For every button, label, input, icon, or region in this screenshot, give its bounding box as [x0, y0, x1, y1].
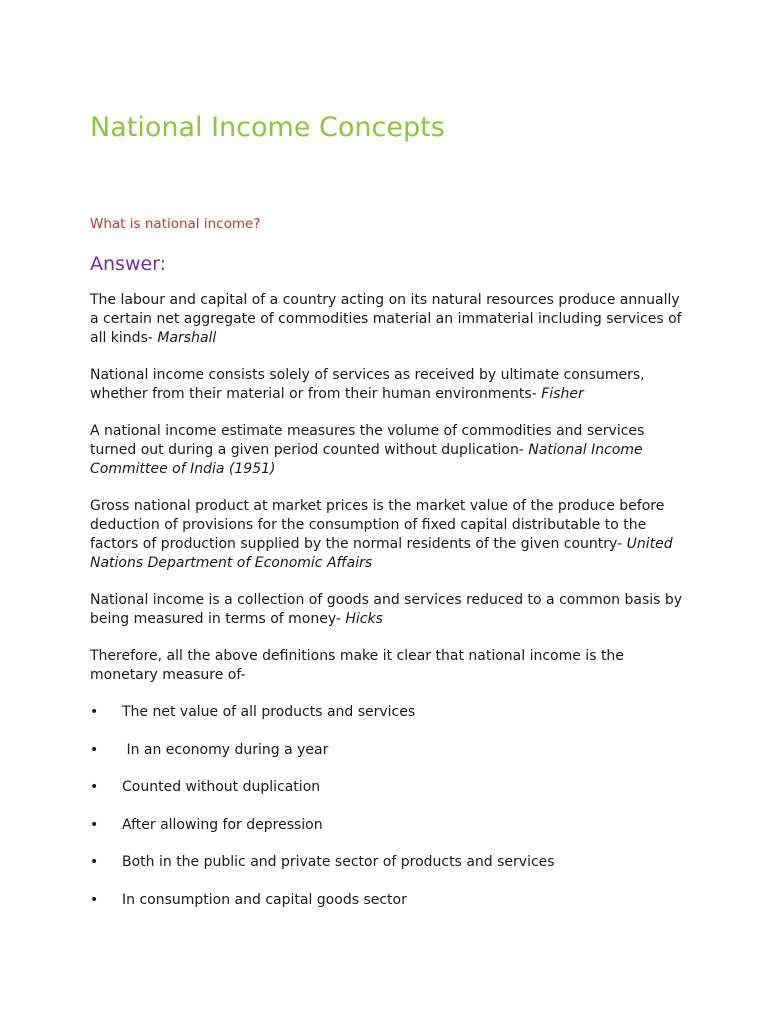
definition-paragraph	[90, 366, 688, 404]
list-item	[90, 778, 688, 797]
definition-text: The labour and capital of a country acting on its natural resources produce annually a certain net aggregate of commodities material an immaterial including services of all kinds-	[90, 292, 682, 346]
list-item	[90, 816, 688, 835]
bullet-icon: •	[90, 779, 99, 795]
bullet-icon: •	[90, 816, 99, 833]
list-item-text: Both in the public and private sector of products and services	[122, 854, 555, 870]
definition-paragraph	[90, 591, 688, 629]
definition-text: National income is a collection of goods and services reduced to a common basis by being measured in terms of money-	[90, 592, 683, 627]
definition-paragraph	[90, 422, 688, 479]
question-heading: What is national income?	[90, 216, 261, 232]
answer-heading: Answer:	[90, 253, 167, 275]
list-item-text: The net value of all products and services	[122, 704, 416, 720]
list-item-text: In consumption and capital goods sector	[122, 891, 407, 908]
definition-paragraph	[90, 497, 688, 573]
list-item	[90, 741, 688, 760]
list-item-text: Counted without duplication	[122, 779, 321, 795]
definition-source: Marshall	[157, 330, 217, 346]
page-title: National Income Concepts	[90, 112, 445, 143]
definitions-list	[90, 291, 688, 629]
closing-paragraph: Therefore, all the above definitions make it clear that national income is the monetary measure of-	[90, 648, 624, 683]
bullet-list	[90, 703, 688, 910]
definition-source: Hicks	[345, 611, 383, 627]
definition-source: National Income Committee of India (1951)	[90, 442, 643, 477]
bullet-icon: •	[90, 704, 99, 720]
list-item-text: After allowing for depression	[122, 816, 323, 833]
list-item	[90, 703, 688, 722]
definition-text: A national income estimate measures the volume of commodities and services turned out during a given period counted without duplication-	[90, 423, 645, 458]
bullet-icon: •	[90, 741, 99, 758]
list-item	[90, 853, 688, 872]
list-item	[90, 891, 688, 910]
definition-text: National income consists solely of services as received by ultimate consumers, whether from their material or from their human environments-	[90, 367, 645, 402]
definition-paragraph	[90, 291, 688, 348]
definition-text: Gross national product at market prices is the market value of the produce before deduction of provisions for the consumption of fixed capital distributable to the factors of production supplied by the normal residents of the given country-	[90, 498, 665, 552]
list-item-text: In an economy during a year	[122, 741, 329, 758]
definition-source: Fisher	[541, 386, 584, 402]
bullet-icon: •	[90, 891, 99, 908]
definition-source: United Nations Department of Economic Affairs	[90, 536, 673, 571]
bullet-icon: •	[90, 854, 99, 870]
